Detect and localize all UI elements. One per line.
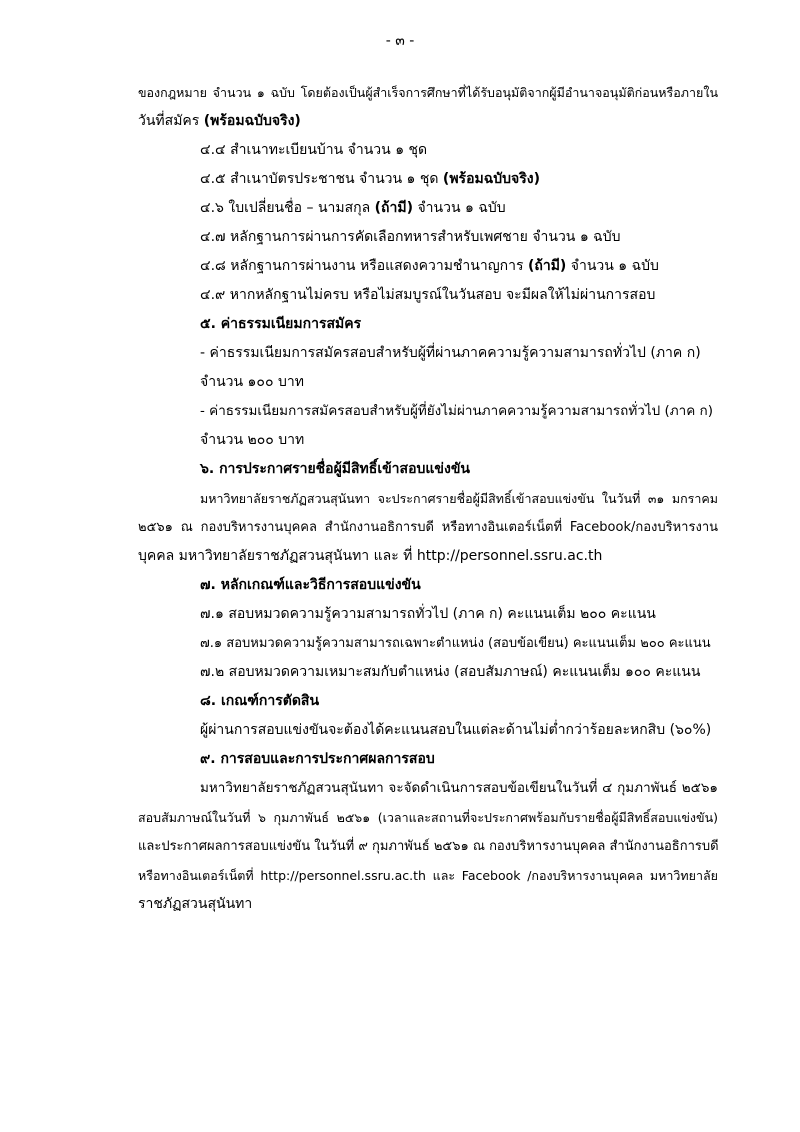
- section-5-line-2: จำนวน ๑๐๐ บาท: [200, 374, 304, 390]
- intro-line-1: ของกฎหมาย จำนวน ๑ ฉบับ โดยต้องเป็นผู้สำเร็จการศึกษาที่ได้รับอนุมัติจากผู้มีอำนาจอนุมัติก่อนหรือภายใน: [138, 85, 718, 100]
- section-6-line-1: มหาวิทยาลัยราชภัฏสวนสุนันทา จะประกาศรายชื่อผู้มีสิทธิ์เข้าสอบแข่งขัน ในวันที่ ๓๑ มกราคม: [200, 491, 718, 506]
- section-9-line-1: มหาวิทยาลัยราชภัฏสวนสุนันทา จะจัดดำเนินการสอบข้อเขียนในวันที่ ๔ กุมภาพันธ์ ๒๕๖๑: [200, 780, 718, 796]
- section-7-heading: ๗. หลักเกณฑ์และวิธีการสอบแข่งขัน: [200, 577, 421, 593]
- doc-item-bold: (ถ้ามี): [374, 200, 414, 216]
- section-9-line-3: และประกาศผลการสอบแข่งขัน ในวันที่ ๙ กุมภาพันธ์ ๒๕๖๑ ณ กองบริหารงานบุคคล สำนักงานอธิการบดี: [138, 839, 719, 854]
- section-7-line-2: ๗.๑ สอบหมวดความรู้ความสามารถเฉพาะตำแหน่ง (สอบข้อเขียน) คะแนนเต็ม ๒๐๐ คะแนน: [200, 636, 711, 651]
- doc-item-4-9: [138, 281, 718, 310]
- section-5-line-4: จำนวน ๒๐๐ บาท: [200, 432, 305, 448]
- page-number: - ๓ -: [385, 33, 415, 49]
- doc-item-text: ๔.๕ สำเนาบัตรประชาชน จำนวน ๑ ชุด: [200, 171, 443, 187]
- doc-item-4-6: [138, 194, 718, 223]
- section-5-heading: ๕. ค่าธรรมเนียมการสมัคร: [200, 316, 362, 332]
- doc-item-4-5: [138, 165, 718, 194]
- doc-item-after: จำนวน ๑ ฉบับ: [413, 200, 506, 216]
- doc-item-4-4: [138, 136, 718, 165]
- section-9-line-4: หรือทางอินเตอร์เน็ตที่ http://personnel.ssru.ac.th และ Facebook /กองบริหารงานบุคคล มหาวิทยาลัย: [138, 868, 718, 883]
- intro-line-2: [138, 107, 718, 136]
- intro-line-2-bold: (พร้อมฉบับจริง): [203, 113, 301, 129]
- section-6-line-2: ๒๕๖๑ ณ กองบริหารงานบุคคล สำนักงานอธิการบดี หรือทางอินเตอร์เน็ตที่ Facebook/กองบริหารงาน: [138, 520, 718, 535]
- doc-item-text: ๔.๘ หลักฐานการผ่านงาน หรือแสดงความชำนาญการ: [200, 258, 528, 274]
- section-8-heading: ๘. เกณฑ์การตัดสิน: [200, 693, 320, 709]
- intro-line-2-text: วันที่สมัคร: [138, 113, 204, 129]
- doc-item-bold: (ถ้ามี): [527, 258, 567, 274]
- section-9-line-2: สอบสัมภาษณ์ในวันที่ ๖ กุมภาพันธ์ ๒๕๖๑ (เวลาและสถานที่จะประกาศพร้อมกับรายชื่อผู้มีสิทธิ์สอบแข่งขัน): [138, 810, 718, 825]
- section-7-line-1: ๗.๑ สอบหมวดความรู้ความสามารถทั่วไป (ภาค ก) คะแนนเต็ม ๒๐๐ คะแนน: [200, 606, 656, 622]
- section-9-heading: ๙. การสอบและการประกาศผลการสอบ: [200, 751, 435, 767]
- section-6-line-3: บุคคล มหาวิทยาลัยราชภัฏสวนสุนันทา และ ที่ http://personnel.ssru.ac.th: [138, 548, 603, 564]
- section-5-line-1: - ค่าธรรมเนียมการสมัครสอบสำหรับผู้ที่ผ่านภาคความรู้ความสามารถทั่วไป (ภาค ก): [200, 345, 701, 361]
- section-8-line-1: ผู้ผ่านการสอบแข่งขันจะต้องได้คะแนนสอบในแต่ละด้านไม่ต่ำกว่าร้อยละหกสิบ (๖๐%): [200, 722, 712, 738]
- doc-item-text: ๔.๗ หลักฐานการผ่านการคัดเลือกทหารสำหรับเพศชาย จำนวน ๑ ฉบับ: [200, 229, 621, 245]
- doc-item-text: ๔.๙ หากหลักฐานไม่ครบ หรือไม่สมบูรณ์ในวันสอบ จะมีผลให้ไม่ผ่านการสอบ: [200, 287, 656, 303]
- doc-item-bold: (พร้อมฉบับจริง): [442, 171, 540, 187]
- section-6-heading: ๖. การประกาศรายชื่อผู้มีสิทธิ์เข้าสอบแข่งขัน: [200, 461, 470, 477]
- doc-item-4-8: [138, 252, 718, 281]
- doc-item-text: ๔.๔ สำเนาทะเบียนบ้าน จำนวน ๑ ชุด: [200, 142, 428, 158]
- section-7-line-3: ๗.๒ สอบหมวดความเหมาะสมกับตำแหน่ง (สอบสัมภาษณ์) คะแนนเต็ม ๑๐๐ คะแนน: [200, 664, 701, 680]
- document-body: [138, 78, 718, 919]
- doc-item-4-7: [138, 223, 718, 252]
- section-5-line-3: - ค่าธรรมเนียมการสมัครสอบสำหรับผู้ที่ยังไม่ผ่านภาคความรู้ความสามารถทั่วไป (ภาค ก): [200, 403, 713, 419]
- section-9-line-5: ราชภัฏสวนสุนันทา: [138, 896, 253, 912]
- doc-item-text: ๔.๖ ใบเปลี่ยนชื่อ – นามสกุล: [200, 200, 375, 216]
- doc-item-after: จำนวน ๑ ฉบับ: [566, 258, 659, 274]
